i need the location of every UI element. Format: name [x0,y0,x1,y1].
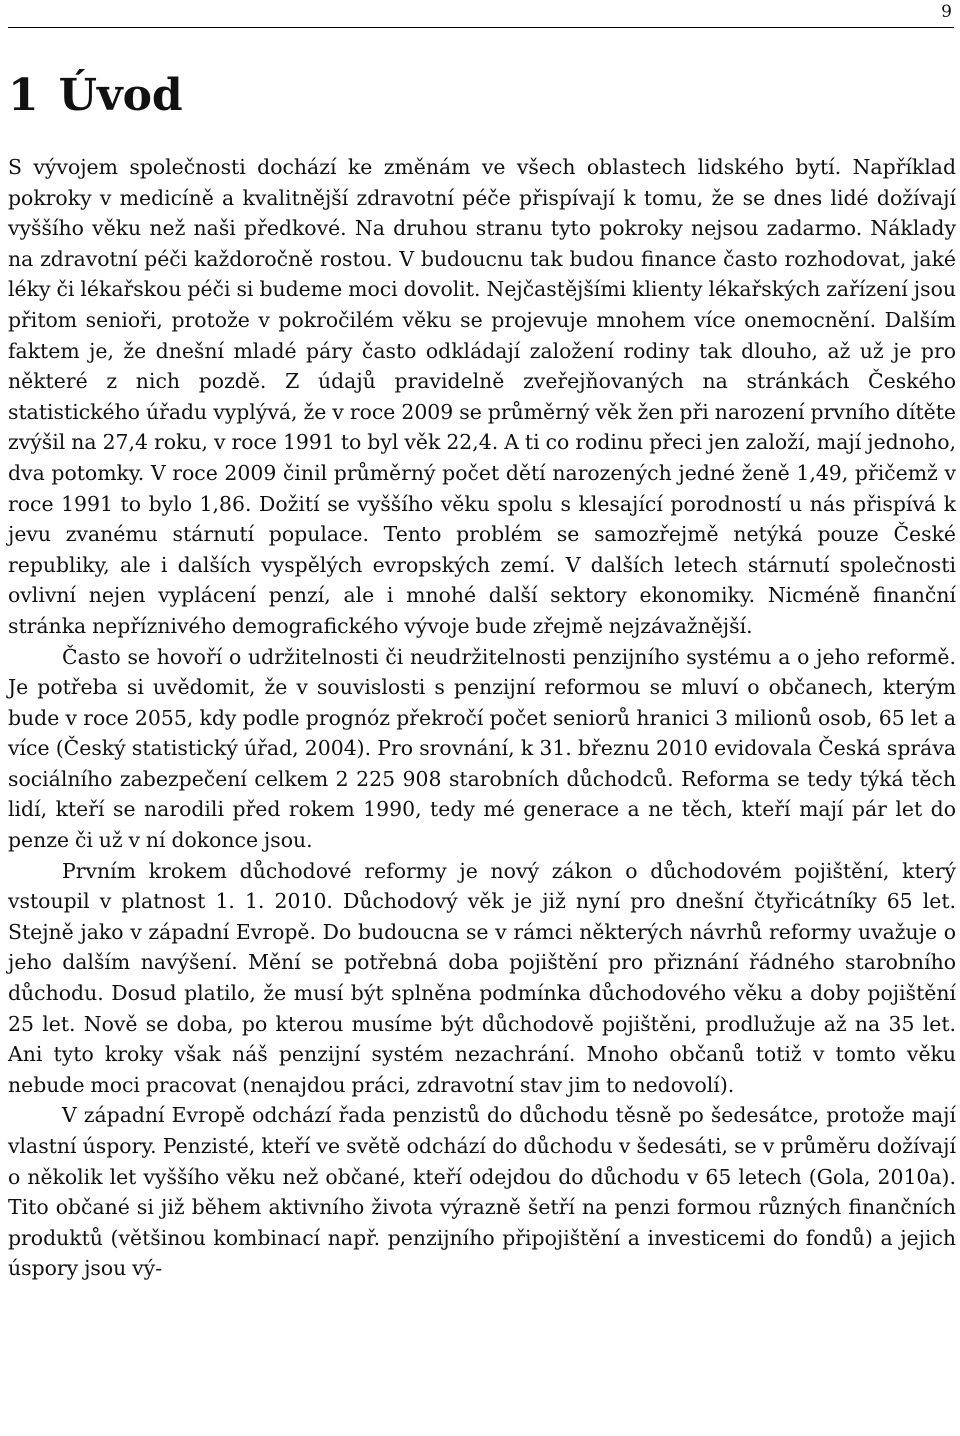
chapter-heading [8,68,183,124]
paragraph-2: Často se hovoří o udržitelnosti či neudržitelnosti penzijního systému a o jeho reformě. Je potřeba si uvědomit, že v souvislosti s penzijní reformou se mluví o občanech, kterým bude v roce 2055, kdy podle prognóz překročí počet seniorů hranici 3 milionů osob, 65 let a více (Český statistický úřad, 2004). Pro srovnání, k 31. březnu 2010 evidovala Česká správa sociálního zabezpečení celkem 2 225 908 starobních důchodců. Reforma se tedy týká těch lidí, kteří se narodili před rokem 1990, tedy mé generace a ne těch, kteří mají pár let do penze či už v ní dokonce jsou. [8,644,956,853]
chapter-title: Úvod [58,70,183,121]
paragraph-1: S vývojem společnosti dochází ke změnám ve všech oblastech lidského bytí. Například pokroky v medicíně a kvalitnější zdravotní péče přispívají k tomu, že se dnes lidé dožívají vyššího věku než naši předkové. Na druhou stranu tyto pokroky nejsou zadarmo. Náklady na zdravotní péči každoročně rostou. V budoucnu tak budou finance často rozhodovat, jaké léky či lékařskou péči si budeme moci dovolit. Nejčastějšími klienty lékařských zařízení jsou přitom senioři, protože v pokročilém věku se projevuje mnohem více onemocnění. Dalším faktem je, že dnešní mladé páry často odkládají založení rodiny tak dlouho, až už je pro některé z nich pozdě. Z údajů pravidelně zveřejňovaných na stránkách Českého statistického úřadu vyplývá, že v roce 2009 se průměrný věk žen při narození prvního dítěte zvýšil na 27,4 roku, v roce 1991 to byl věk 22,4. A ti co rodinu přeci jen založí, mají jednoho, dva potomky. V roce 2009 činil průměrný počet dětí narozených jedné ženě 1,49, přičemž v roce 1991 to bylo 1,86. Dožití se vyššího věku spolu s klesající porodností u nás přispívá k jevu zvanému stárnutí populace. Tento problém se samozřejmě netýká pouze České republiky, ale i dalších vyspělých evropských zemí. V dalších letech stárnutí společnosti ovlivní nejen vyplácení penzí, ale i mnohé další sektory ekonomiky. Nicméně finanční stránka nepříznivého demografického vývoje bude zřejmě nejzávažnější. [8,155,956,638]
page-number: 9 [941,2,952,22]
chapter-number: 1 [8,70,39,121]
body-text [8,152,956,1284]
paragraph-4: V západní Evropě odchází řada penzistů do důchodu těsně po šedesátce, protože mají vlastní úspory. Penzisté, kteří ve světě odchází do důchodu v šedesáti, se v průměru dožívají o několik let vyššího věku než občané, kteří odejdou do důchodu v 65 letech (Gola, 2010a). Tito občané si již během aktivního života výrazně šetří na penzi formou různých finančních produktů (většinou kombinací např. penzijního připojištění a investicemi do fondů) a jejich úspory jsou vý- [8,1103,956,1281]
paragraph-3: Prvním krokem důchodové reformy je nový zákon o důchodovém pojištění, který vstoupil v platnost 1. 1. 2010. Důchodový věk je již nyní pro dnešní čtyřicátníky 65 let. Stejně jako v západní Evropě. Do budoucna se v rámci některých návrhů reformy uvažuje o jeho dalším navýšení. Mění se potřebná doba pojištění pro přiznání řádného starobního důchodu. Dosud platilo, že musí být splněna podmínka důchodového věku a doby pojištění 25 let. Nově se doba, po kterou musíme být důchodově pojištěni, prodlužuje až na 35 let. Ani tyto kroky však náš penzijní systém nezachrání. Mnoho občanů totiž v tomto věku nebude moci pracovat (nenajdou práci, zdravotní stav jim to nedovolí). [8,858,956,1097]
header-rule [8,27,954,28]
